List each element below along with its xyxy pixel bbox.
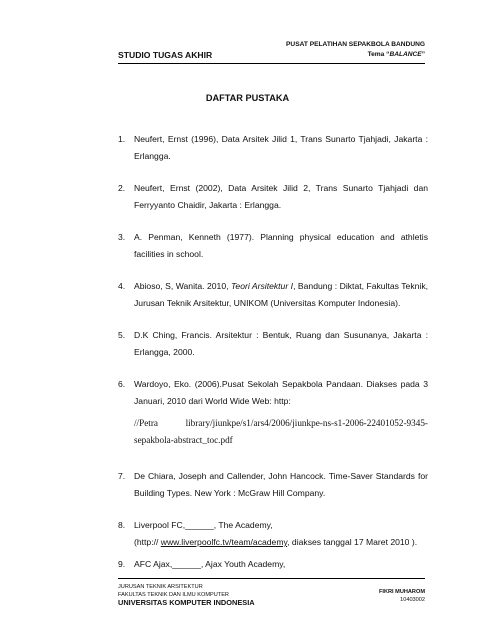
reference-item	[118, 229, 428, 263]
reference-item	[118, 278, 428, 312]
theme-suffix: ”	[421, 51, 425, 58]
reference-number: 4.	[118, 281, 126, 291]
reference-number: 3.	[118, 232, 126, 242]
page-title: DAFTAR PUSTAKA	[205, 93, 290, 103]
footer-student-id: 10403002	[400, 597, 425, 603]
header-left: STUDIO TUGAS AKHIR	[118, 50, 213, 60]
reference-book-title: Teori Arsitektur I	[230, 281, 294, 291]
footer-right	[379, 588, 425, 604]
reference-item	[118, 180, 428, 214]
reference-item	[118, 556, 428, 573]
header-right	[286, 40, 425, 60]
reference-number: 7.	[118, 471, 126, 481]
link-suffix: , diakses tanggal 17 Maret 2010 ).	[287, 537, 418, 547]
reference-item	[118, 517, 428, 551]
reference-url: //Petra library/jiunkpe/s1/ars4/2006/jiunkpe-ns-s1-2006-22401052-9345-sepakbola-abstract_toc.pdf	[134, 418, 428, 445]
reference-number: 8.	[118, 520, 126, 530]
footer-university: UNIVERSITAS KOMPUTER INDONESIA	[118, 598, 255, 607]
link-prefix: (http://	[134, 537, 161, 547]
header-project: PUSAT PELATIHAN SEPAKBOLA BANDUNG	[286, 41, 425, 48]
reference-text: D.K Ching, Francis. Arsitektur : Bentuk, Ruang dan Susunanya, Jakarta : Erlangga, 2000.	[134, 330, 428, 357]
reference-text-post: , Bandung : Diktat, Fakultas Teknik, Jurusan Teknik Arsitektur, UNIKOM (Universitas Komputer Indonesia).	[134, 281, 428, 308]
reference-number: 6.	[118, 379, 126, 389]
reference-line1: AFC Ajax,______, Ajax Youth Academy,	[134, 559, 286, 569]
theme-prefix: Tema “	[367, 51, 390, 58]
reference-text	[134, 278, 428, 312]
header-rule	[118, 63, 425, 64]
reference-number: 1.	[118, 134, 126, 144]
header-theme	[286, 50, 425, 60]
reference-text: Neufert, Ernst (1996), Data Arsitek Jilid 1, Trans Sunarto Tjahjadi, Jakarta : Erlangga.	[134, 134, 428, 161]
reference-number: 9.	[118, 559, 126, 569]
footer-department: JURUSAN TEKNIK ARSITEKTUR	[118, 584, 203, 590]
reference-number: 2.	[118, 183, 126, 193]
reference-line1: Liverpool FC,______, The Academy,	[134, 520, 273, 530]
reference-text: De Chiara, Joseph and Callender, John Hancock. Time-Saver Standards for Building Types. New York : McGraw Hill Company.	[134, 471, 428, 498]
footer-left	[118, 583, 255, 607]
reference-number: 5.	[118, 330, 126, 340]
reference-text: Wardoyo, Eko. (2006).Pusat Sekolah Sepakbola Pandaan. Diakses pada 3 Januari, 2010 dari World Wide Web: http:	[134, 379, 428, 406]
reference-text: A. Penman, Kenneth (1977). Planning physical education and athletis facilities in school.	[134, 232, 428, 259]
theme-name: BALANCE	[389, 51, 422, 58]
footer-author: FIKRI MUHAROM	[379, 589, 425, 595]
reference-link-line	[134, 534, 428, 551]
footer-rule	[118, 578, 425, 579]
footer-faculty: FAKULTAS TEKNIK DAN ILMU KOMPUTER	[118, 592, 229, 598]
reference-text-pre: Abioso, S, Wanita. 2010,	[134, 281, 231, 291]
reference-item	[118, 468, 428, 502]
reference-text: Neufert, Ernst (2002), Data Arsitek Jilid 2, Trans Sunarto Tjahjadi dan Ferryyanto Chaidir, Jakarta : Erlangga.	[134, 183, 428, 210]
reference-item	[118, 131, 428, 165]
reference-item	[118, 327, 428, 361]
reference-link[interactable]: www.liverpoolfc.tv/team/academy	[160, 537, 288, 547]
reference-item	[118, 376, 428, 449]
